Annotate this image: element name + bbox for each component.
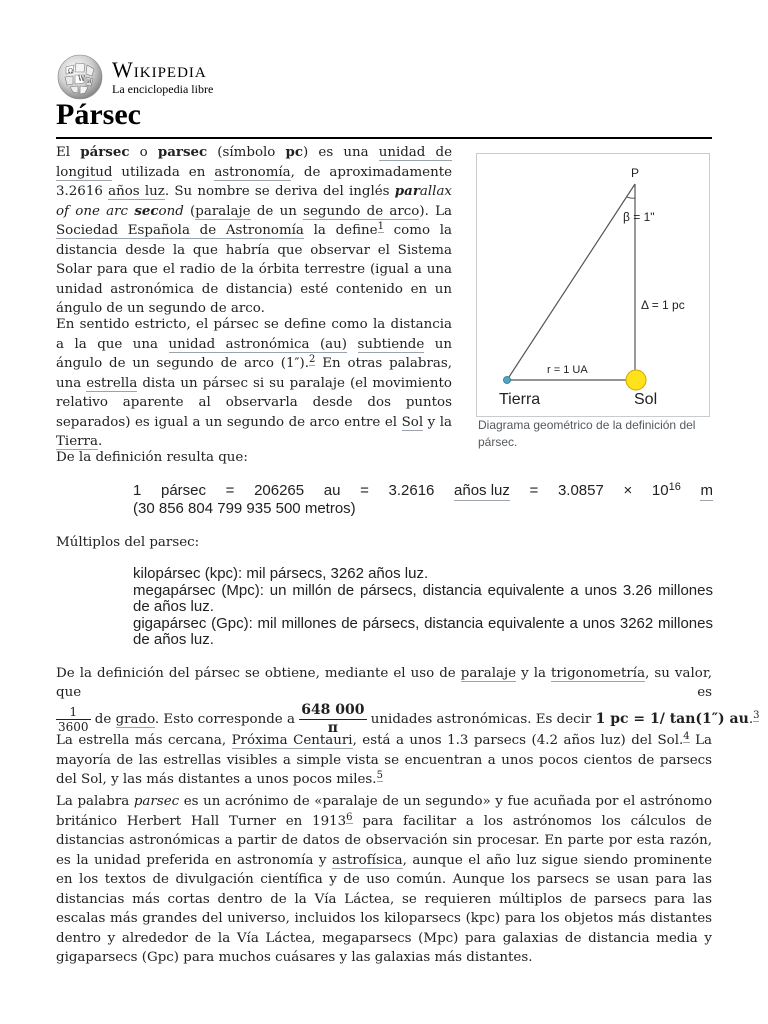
multiple-gpc: gigapársec (Gpc): mil millones de pársecs, distancia equivalente a unos 3262 millones de años luz. [133, 614, 713, 648]
equation-line-2: (30 856 804 799 935 500 metros) [133, 499, 356, 517]
angle-arc [627, 197, 635, 198]
definition-intro: De la definición resulta que: [56, 450, 248, 465]
derivation-paragraph [56, 664, 760, 790]
reference-2[interactable]: 2 [309, 354, 316, 365]
link-astrofisica[interactable]: astrofísica [332, 852, 403, 868]
reference-6[interactable]: 6 [346, 811, 353, 823]
parsec-diagram-svg [477, 154, 709, 416]
label-radius: r = 1 UA [547, 364, 588, 376]
wordmark-tagline: La enciclopedia libre [112, 81, 214, 96]
label-beta: β = 1" [623, 210, 655, 224]
title-divider [56, 137, 712, 139]
link-astronomia[interactable]: astronomía [214, 164, 291, 180]
sun-icon [626, 370, 646, 390]
link-paralaje[interactable]: paralaje [195, 203, 251, 219]
link-proxima-centauri[interactable]: Próxima Centauri [231, 733, 353, 748]
link-segundo-de-arco[interactable]: segundo de arco [303, 203, 420, 219]
link-tierra[interactable]: Tierra [56, 434, 98, 449]
multiples-intro: Múltiplos del parsec: [56, 535, 200, 550]
reference-1[interactable]: 1 [377, 221, 384, 232]
svg-text:И: И [87, 79, 92, 85]
wikipedia-logo[interactable] [56, 53, 213, 101]
wordmark-title: Wikipedia [112, 56, 207, 82]
equation-line-1: 1 pársec = 206265 au = 3.2616 años luz = 3.0857 × $10^{16}$ m [133, 481, 713, 499]
earth-icon [504, 377, 511, 384]
link-metro[interactable]: m [700, 482, 713, 499]
wordmark [112, 56, 214, 96]
figure-caption: Diagrama geométrico de la definición del pársec. [478, 418, 696, 449]
link-sol[interactable]: Sol [401, 414, 424, 430]
reference-4[interactable]: 4 [683, 731, 690, 742]
reference-5[interactable]: 5 [376, 770, 383, 781]
svg-text:W: W [78, 75, 86, 83]
fraction-one-over-3600: $\frac{1}{3600}$ [58, 705, 89, 734]
multiple-kpc: kilopársec (kpc): mil pársecs, 3262 años luz. [133, 565, 429, 582]
link-eq-anos-luz[interactable]: años luz [454, 482, 510, 499]
wikipedia-globe-icon [56, 53, 104, 101]
parsec-diagram[interactable] [476, 153, 710, 417]
label-sol: Sol [634, 391, 658, 408]
etymology-paragraph: La palabra parsec es un acrónimo de «paralaje de un segundo» y fue acuñada por el astrónomo británico Herbert Hall Turner en 1913$^6$ para facilitar a los astrónomos los cálculos de distancias astronómicas a partir de datos de observación sin procesar. En parte por esta razón, es la unidad preferida en astronomía y astrofísica, aunque el año luz sigue siendo prominente en los textos de divulgación científica y de uso común. Aunque los parsecs se usan para las distancias más cortas dentro de la Vía Láctea, se requieren múltiplos de parsecs para las escalas más grandes del universo, incluidos los kiloparsecs (kpc) para los objetos más distantes dentro y alrededor de la Vía Láctea, megaparsecs (Mpc) para galaxias de distancia media y gigaparsecs (Gpc) para muchos cuásares y las galaxias más distantes. [56, 794, 713, 965]
strict-definition-paragraph: En sentido estricto, el pársec se define como la distancia a la que una unidad astronómica (au) subtiende un ángulo de un segundo de arco (1″).$^2$ En otras palabras, una estrella dista un pársec si su paralaje (el movimiento relativo aparente al observarla desde dos puntos separados) es igual a un segundo de arco entre el Sol y la Tierra. [56, 317, 453, 449]
intro-paragraph: El pársec o parsec (símbolo pc) es una unidad de longitud utilizada en astronomía, de aproximadamente 3.2616 años luz. Su nombre se deriva del inglés parallax of one arc second (paralaje de un segundo de arco). La Sociedad Española de Astronomía la define$^1$ como la distancia desde la que habría que observar el Sistema Solar para que el radio de la órbita terrestre (igual a una unidad astronómica de distancia) esté contenido en un ángulo de un segundo de arco. [56, 144, 452, 316]
label-delta: Δ = 1 pc [641, 298, 685, 312]
link-estrella[interactable]: estrella [86, 375, 138, 391]
link-unidad-de-longitud[interactable]: unidad de longitud [56, 145, 452, 180]
hypotenuse-line [507, 184, 635, 380]
derivation-rest: La estrella más cercana, Próxima Centauri, está a unos 1.3 parsecs (4.2 años luz) del Sol.$^4$ La mayoría de las estrellas visibles a simple vista se encuentran a unos pocos cientos de parsecs del Sol, y las más distantes a unos pocos miles.$^5$ [56, 731, 712, 787]
reference-3[interactable]: 3 [753, 710, 760, 721]
link-paralaje-2[interactable]: paralaje [460, 666, 517, 681]
link-anos-luz[interactable]: años luz [108, 184, 165, 199]
link-subtiende[interactable]: subtiende [357, 336, 425, 352]
svg-text:Ω: Ω [68, 68, 73, 75]
link-grado[interactable]: grado [115, 712, 155, 727]
label-p: P [631, 166, 640, 180]
equation-block [133, 483, 713, 517]
link-sociedad-espanola-astronomia[interactable]: Sociedad Española de Astronomía [56, 223, 304, 238]
derivation-line-2: $\frac{1}{3600}$ de grado. Esto corresponde a $\frac{648 000}{\pi}$ unidades astronómicas. Es decir 1 pc = 1/ tan(1″) au.$^3$ [58, 702, 760, 736]
label-tierra: Tierra [499, 391, 541, 408]
fraction-648000-over-pi: $\frac{648 000}{\pi}$ [301, 702, 365, 736]
page-title: Pársec [56, 98, 141, 131]
link-unidad-astronomica[interactable]: unidad astronómica (au) [168, 336, 348, 352]
multiple-mpc: megapársec (Mpc): un millón de pársecs, distancia equivalente a unos 3.26 millones de años luz. [133, 581, 713, 615]
derivation-line-1: De la definición del pársec se obtiene, mediante el uso de paralaje y la trigonometría, su valor, que es [56, 666, 712, 700]
link-trigonometria[interactable]: trigonometría [551, 666, 646, 681]
multiples-list [133, 566, 713, 649]
formula-parsec: 1 pc = 1/ tan(1″) au [595, 711, 749, 727]
